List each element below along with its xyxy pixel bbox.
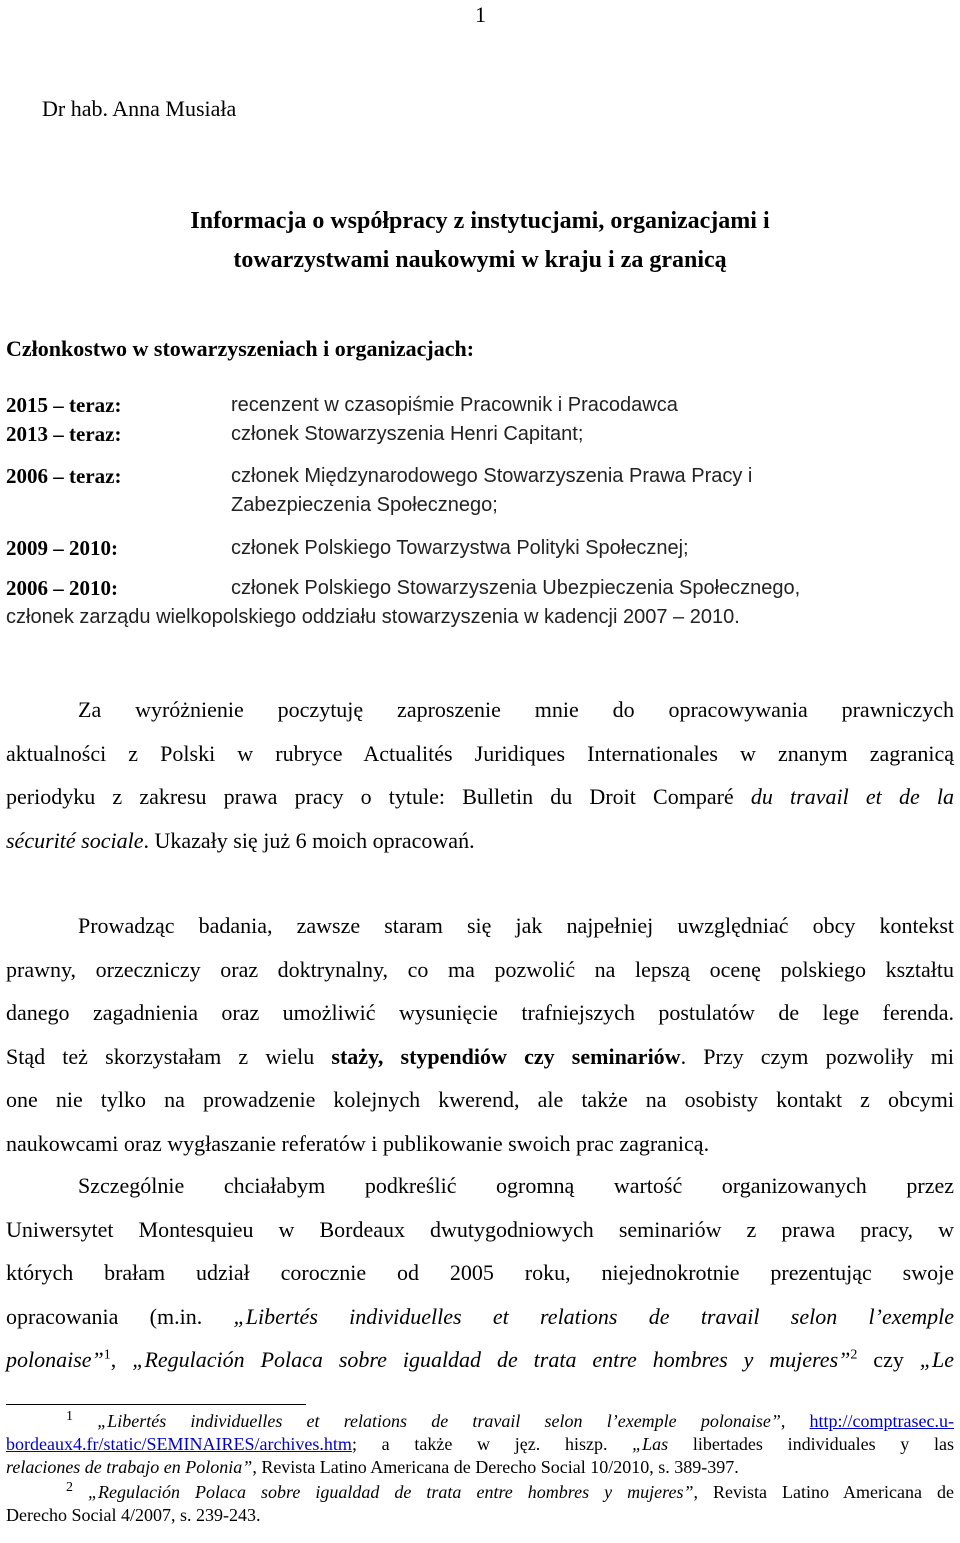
footnote-link[interactable]: bordeaux4.fr/static/SEMINAIRES/archives.htm [6,1434,352,1454]
paragraph-line: których brałam udział corocznie od 2005 roku, niejednokrotnie prezentując swoje [6,1260,954,1285]
footnote-ref-1[interactable]: 1 [103,1347,111,1363]
paragraph-line: danego zagadnienia oraz umożliwić wysunięcie trafniejszych postulatów de lege ferenda. [6,1000,954,1025]
paragraph-line: Prowadząc badania, zawsze staram się jak najpełniej uwzględniać obcy kontekst [78,913,954,938]
paragraph-line: Stąd też skorzystałam z wielu staży, stypendiów czy seminariów. Przy czym pozwoliły mi [6,1043,955,1069]
footnote-ref-2[interactable]: 2 [850,1347,858,1363]
membership-description: członek Polskiego Stowarzyszenia Ubezpieczenia Społecznego, [231,577,801,599]
paragraph-line: Szczególnie chciałabym podkreślić ogromną wartość organizowanych przez [78,1173,954,1198]
membership-description: recenzent w czasopiśmie Pracownik i Pracodawca [231,394,678,416]
author-name: Dr hab. Anna Musiała [42,96,237,121]
footnote-1-line: relaciones de trabajo en Polonia”, Revista Latino Americana de Derecho Social 10/2010, s. 389-397. [6,1457,739,1477]
paragraph-line: Za wyróżnienie poczytuję zaproszenie mnie do opracowywania prawniczych [78,697,954,722]
paragraph-line: periodyku z zakresu prawa pracy o tytule: Bulletin du Droit Comparé du travail et de la [6,784,955,809]
membership-description: członek Międzynarodowego Stowarzyszenia Prawa Pracy i Zabezpieczenia Społecznego; [231,465,753,516]
footnote-2-line: $^2$ „Regulación Polaca sobre igualdad de trata entre hombres y mujeres”, Revista Latino Americana de [66,1480,954,1502]
paragraph-seminars [6,1164,954,1382]
footnote-1-line: $^1$ „Libertés individuelles et relations de travail selon l’exemple polonaise”, http://comptrasec.u- [66,1409,955,1431]
paragraph-bulletin [6,688,954,862]
paragraph-line: polonaise”$^1$, „Regulación Polaca sobre igualdad de trata entre hombres y mujeres”$^2$ czy „Le [6,1347,955,1372]
membership-description-continued: członek zarządu wielkopolskiego oddziału stowarzyszenia w kadencji 2007 – 2010. [6,606,740,628]
paragraph-line: aktualności z Polski w rubryce Actualités Juridiques Internationales w znanym zagranicą [6,740,954,766]
paragraph-line: prawny, orzeczniczy oraz doktrynalny, co ma pozwolić na lepszą ocenę polskiego kształtu [6,956,954,982]
paragraph-line: naukowcami oraz wygłaszanie referatów i publikowanie swoich prac zagranicą. [6,1130,710,1156]
paragraph-research [6,904,954,1165]
membership-period: 2006 – 2010: [6,576,118,600]
membership-description: członek Polskiego Towarzystwa Polityki Społecznej; [231,537,689,559]
membership-description: członek Stowarzyszenia Henri Capitant; [231,423,584,445]
membership-period: 2006 – teraz: [6,464,122,488]
membership-period: 2013 – teraz: [6,422,122,446]
footnote-link[interactable]: http://comptrasec.u- [809,1411,955,1431]
footnotes [6,1410,954,1527]
paragraph-line: Uniwersytet Montesquieu w Bordeaux dwutygodniowych seminariów z prawa pracy, w [6,1216,954,1242]
page-number: 1 [475,2,486,27]
title-line-1: Informacja o współpracy z instytucjami, organizacjami i [190,208,770,234]
footnote-2-line: Derecho Social 4/2007, s. 239-243. [6,1505,261,1525]
membership-period: 2009 – 2010: [6,536,118,560]
paragraph-line: opracowania (m.in. „Libertés individuelles et relations de travail selon l’exemple [6,1303,954,1329]
paragraph-line: one nie tylko na prowadzenie kolejnych kwerend, ale także na osobisty kontakt z obcymi [6,1087,954,1112]
document-title [0,202,960,280]
section-heading: Członkostwo w stowarzyszeniach i organizacjach: [6,336,475,361]
membership-period: 2015 – teraz: [6,393,122,417]
paragraph-line: sécurité sociale. Ukazały się już 6 moich opracowań. [6,827,475,853]
title-line-2: towarzystwami naukowymi w kraju i za granicą [233,247,727,273]
footnote-1-line: bordeaux4.fr/static/SEMINAIRES/archives.htm; a także w jęz. hiszp. „Las libertades individuales y las [6,1434,954,1454]
footnote-separator [6,1404,306,1405]
